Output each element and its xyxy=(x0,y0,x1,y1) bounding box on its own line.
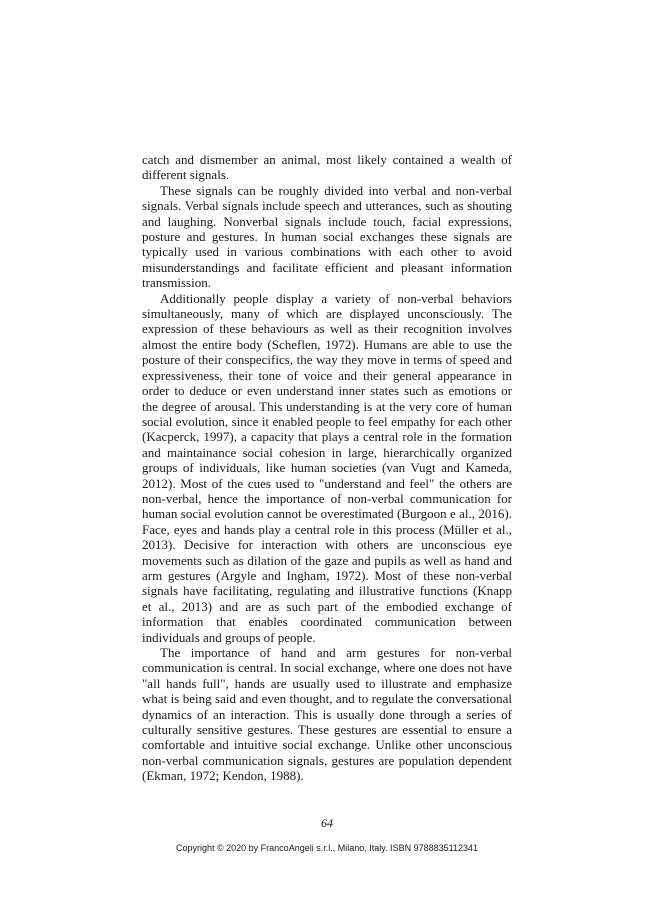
paragraph: The importance of hand and arm gestures for non-verbal communication is central. In social exchange, where one does not have "all hands full", hands are usually used to illustrate and emphasize what is being said and even thought, and to regulate the conversational dynamics of an interaction. This is usually done through a series of culturally sensitive gestures. These gestures are essential to ensure a comfortable and intuitive social exchange. Unlike other unconscious non-verbal communication signals, gestures are population dependent (Ekman, 1972; Kendon, 1988). xyxy=(142,645,512,784)
paragraph: catch and dismember an animal, most likely contained a wealth of different signals. xyxy=(142,152,512,183)
page-number: 64 xyxy=(321,816,333,830)
copyright-footer: Copyright © 2020 by FrancoAngeli s.r.l., Milano, Italy. ISBN 9788835112341 xyxy=(176,843,478,853)
paragraph: Additionally people display a variety of non-verbal behaviors simultaneously, many of which are displayed unconsciously. The expression of these behaviours as well as their recognition involves almost the entire body (Scheflen, 1972). Humans are able to use the posture of their conspecifics, the way they move in terms of speed and expressiveness, their tone of voice and their general appearance in order to deduce or even understand inner states such as emotions or the degree of arousal. This understanding is at the very core of human social evolution, since it enabled people to feel empathy for each other (Kacperck, 1997), a capacity that plays a central role in the formation and maintainance social cohesion in large, hierarchically organized groups of individuals, like human societies (van Vugt and Kameda, 2012). Most of the cues used to "understand and feel" the others are non-verbal, hence the importance of non-verbal communication for human social evolution cannot be overestimated (Burgoon e al., 2016). Face, eyes and hands play a central role in this process (Müller et al., 2013). Decisive for interaction with others are unconscious eye movements such as dilation of the gaze and pupils as well as hand and arm gestures (Argyle and Ingham, 1972). Most of these non-verbal signals have facilitating, regulating and illustrative functions (Knapp et al., 2013) and are as such part of the embodied exchange of information that enables coordinated communication between individuals and groups of people. xyxy=(142,290,512,645)
body-text xyxy=(142,152,512,784)
paragraph: These signals can be roughly divided into verbal and non-verbal signals. Verbal signals include speech and utterances, such as shouting and laughing. Nonverbal signals include touch, facial expressions, posture and gestures. In human social exchanges these signals are typically used in various combinations with each other to avoid misunderstandings and facilitate efficient and pleasant information transmission. xyxy=(142,182,512,291)
